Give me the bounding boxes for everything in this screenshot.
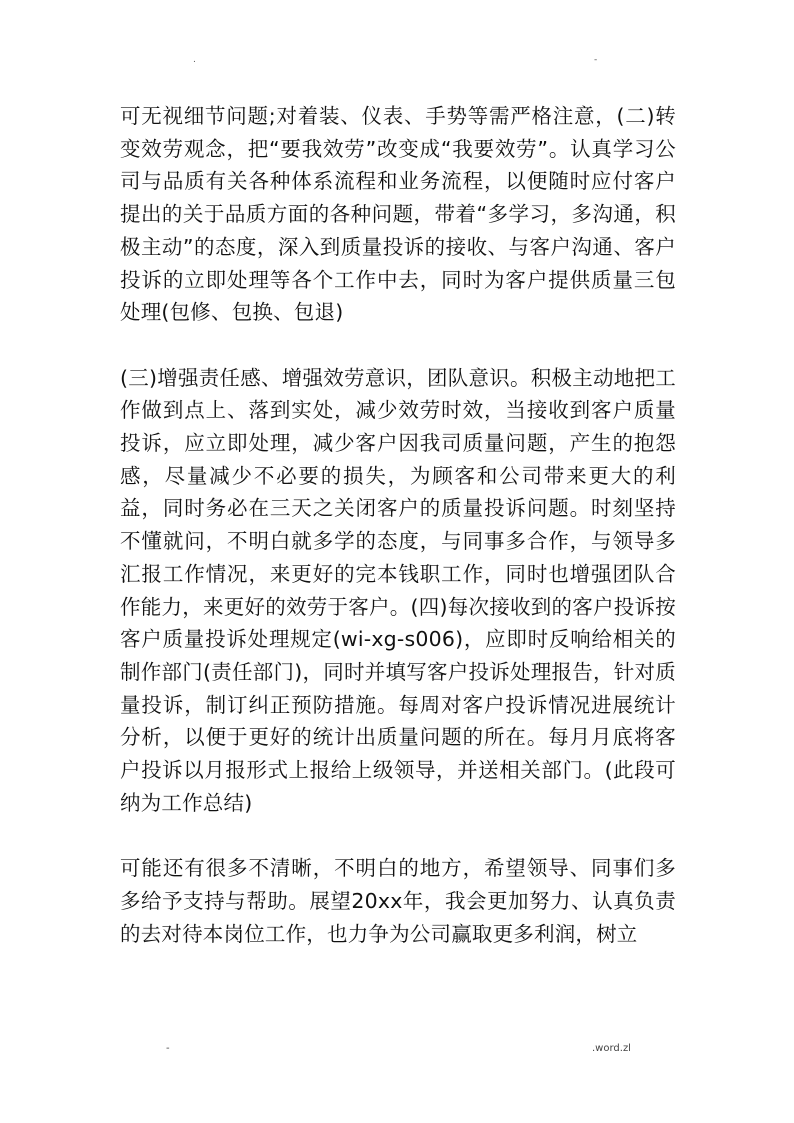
paragraph-2: (三)增强责任感、增强效劳意识，团队意识。积极主动地把工作做到点上、落到实处，减少效劳时效，当接收到客户质量投诉，应立即处理，减少客户因我司质量问题，产生的抱怨感，尽量减少不必要的损失，为顾客和公司带来更大的利益，同时务必在三天之关闭客户的质量投诉问题。时刻坚持不懂就问，不明白就多学的态度，与同事多合作，与领导多汇报工作情况，来更好的完本钱职工作，同时也增强团队合作能力，来更好的效劳于客户。(四)每次接收到的客户投诉按客户质量投诉处理规定(wi-xg-s006)，应即时反响给相关的制作部门(责任部门)，同时并填写客户投诉处理报告，针对质量投诉，制订纠正预防措施。每周对客户投诉情况进展统计分析，以便于更好的统计出质量问题的所在。每月月底将客户投诉以月报形式上报给上级领导，并送相关部门。(此段可纳为工作总结)	[120, 365, 676, 815]
footer-source-label: .word.zl	[592, 1043, 631, 1054]
footer-left-mark: -	[166, 1043, 170, 1054]
paragraph-3: 可能还有很多不清晰，不明白的地方，希望领导、同事们多多给予支持与帮助。展望20xx年，我会更加努力、认真负责的去对待本岗位工作，也力争为公司赢取更多利润，树立	[120, 856, 676, 946]
paragraph-1: 可无视细节问题;对着装、仪表、手势等需严格注意，(二)转变效劳观念，把“要我效劳”改变成“我要效劳”。认真学习公司与品质有关各种体系流程和业务流程，以便随时应付客户提出的关于品质方面的各种问题，带着“多学习，多沟通，积极主动”的态度，深入到质量投诉的接收、与客户沟通、客户投诉的立即处理等各个工作中去，同时为客户提供质量三包处理(包修、包换、包退)	[120, 104, 676, 325]
header-right-mark: -	[594, 55, 598, 65]
document-body	[120, 100, 676, 950]
header-left-mark: .	[193, 55, 196, 65]
